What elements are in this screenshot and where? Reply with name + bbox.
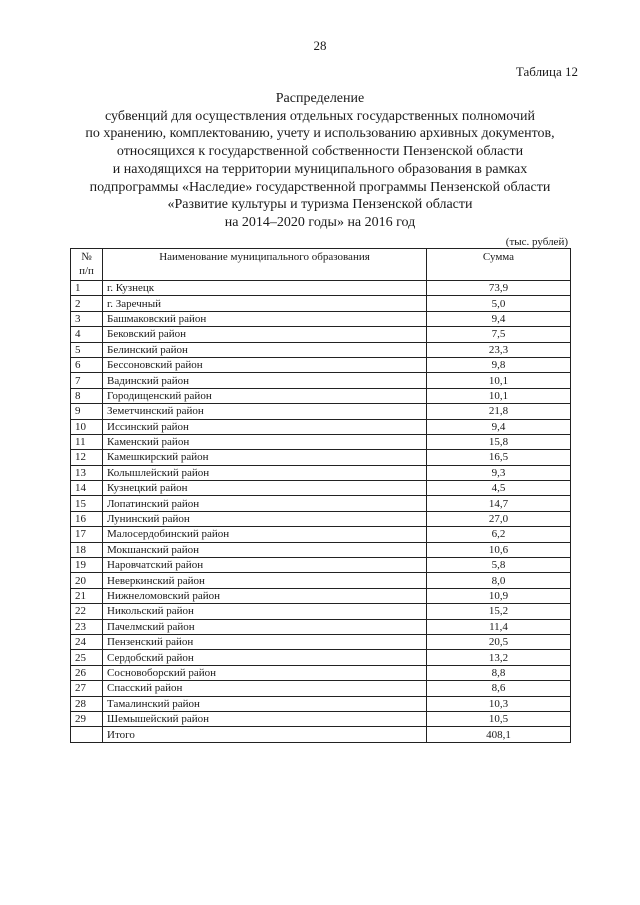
table-body <box>71 281 571 743</box>
cell-sum: 9,8 <box>427 357 571 372</box>
cell-name: Земетчинский район <box>103 404 427 419</box>
cell-sum: 16,5 <box>427 450 571 465</box>
cell-num: 15 <box>71 496 103 511</box>
cell-name: Белинский район <box>103 342 427 357</box>
cell-sum: 10,5 <box>427 711 571 726</box>
cell-sum: 73,9 <box>427 281 571 296</box>
cell-sum: 8,8 <box>427 665 571 680</box>
table-row <box>71 634 571 649</box>
cell-sum: 9,3 <box>427 465 571 480</box>
cell-num: 29 <box>71 711 103 726</box>
cell-sum: 7,5 <box>427 327 571 342</box>
table-row <box>71 342 571 357</box>
cell-sum: 8,0 <box>427 573 571 588</box>
heading-line: по хранению, комплектованию, учету и использованию архивных документов, <box>85 126 555 142</box>
document-heading <box>0 90 640 232</box>
cell-sum: 408,1 <box>427 727 571 742</box>
cell-name: Лопатинский район <box>103 496 427 511</box>
cell-name: Шемышейский район <box>103 711 427 726</box>
cell-num: 4 <box>71 327 103 342</box>
table-row <box>71 404 571 419</box>
header-num: № п/п <box>71 249 103 281</box>
cell-sum: 5,8 <box>427 558 571 573</box>
cell-name: Городищенский район <box>103 388 427 403</box>
cell-name: Спасский район <box>103 681 427 696</box>
cell-num: 7 <box>71 373 103 388</box>
cell-num: 24 <box>71 634 103 649</box>
cell-name: Малосердобинский район <box>103 527 427 542</box>
table-header-row <box>71 249 571 281</box>
cell-sum: 4,5 <box>427 481 571 496</box>
cell-sum: 5,0 <box>427 296 571 311</box>
cell-sum: 10,1 <box>427 373 571 388</box>
cell-num: 2 <box>71 296 103 311</box>
table-row <box>71 296 571 311</box>
cell-num <box>71 727 103 742</box>
cell-num: 16 <box>71 511 103 526</box>
cell-name: Башмаковский район <box>103 311 427 326</box>
cell-name: г. Заречный <box>103 296 427 311</box>
cell-num: 5 <box>71 342 103 357</box>
header-name: Наименование муниципального образования <box>103 249 427 281</box>
cell-sum: 10,1 <box>427 388 571 403</box>
cell-name: Бековский район <box>103 327 427 342</box>
heading-line: относящихся к государственной собственности Пензенской области <box>116 144 524 160</box>
page-number: 28 <box>313 38 327 53</box>
cell-name: Наровчатский район <box>103 558 427 573</box>
cell-sum: 15,8 <box>427 434 571 449</box>
cell-name: Сосновоборский район <box>103 665 427 680</box>
cell-num: 27 <box>71 681 103 696</box>
cell-name: Бессоновский район <box>103 357 427 372</box>
heading-line: Распределение <box>275 91 365 106</box>
cell-num: 13 <box>71 465 103 480</box>
table-row <box>71 496 571 511</box>
cell-num: 22 <box>71 604 103 619</box>
table-row <box>71 465 571 480</box>
cell-name: Иссинский район <box>103 419 427 434</box>
heading-line: подпрограммы «Наследие» государственной программы Пензенской области <box>89 179 551 195</box>
cell-num: 14 <box>71 481 103 496</box>
heading-line: «Развитие культуры и туризма Пензенской области <box>167 197 473 213</box>
cell-num: 3 <box>71 311 103 326</box>
cell-num: 26 <box>71 665 103 680</box>
distribution-table <box>70 248 571 743</box>
cell-num: 12 <box>71 450 103 465</box>
cell-num: 11 <box>71 434 103 449</box>
cell-num: 8 <box>71 388 103 403</box>
cell-sum: 8,6 <box>427 681 571 696</box>
cell-num: 18 <box>71 542 103 557</box>
table-row <box>71 481 571 496</box>
cell-sum: 9,4 <box>427 419 571 434</box>
cell-num: 1 <box>71 281 103 296</box>
cell-sum: 15,2 <box>427 604 571 619</box>
cell-num: 10 <box>71 419 103 434</box>
cell-sum: 27,0 <box>427 511 571 526</box>
cell-num: 6 <box>71 357 103 372</box>
cell-num: 25 <box>71 650 103 665</box>
heading-line: на 2014–2020 годы» на 2016 год <box>224 214 416 230</box>
cell-name: Колышлейский район <box>103 465 427 480</box>
table-row <box>71 450 571 465</box>
cell-num: 21 <box>71 588 103 603</box>
table-row <box>71 558 571 573</box>
table-row <box>71 619 571 634</box>
cell-sum: 14,7 <box>427 496 571 511</box>
units-label: (тыс. рублей) <box>505 236 568 248</box>
cell-name: Сердобский район <box>103 650 427 665</box>
table-row <box>71 327 571 342</box>
table-row <box>71 588 571 603</box>
table-row <box>71 357 571 372</box>
cell-sum: 10,3 <box>427 696 571 711</box>
cell-sum: 23,3 <box>427 342 571 357</box>
table-row <box>71 511 571 526</box>
cell-name: Итого <box>103 727 427 742</box>
table-row <box>71 419 571 434</box>
cell-name: Пензенский район <box>103 634 427 649</box>
cell-name: Вадинский район <box>103 373 427 388</box>
cell-sum: 11,4 <box>427 619 571 634</box>
cell-name: Никольский район <box>103 604 427 619</box>
table-label: Таблица 12 <box>515 64 578 79</box>
cell-sum: 10,9 <box>427 588 571 603</box>
cell-num: 19 <box>71 558 103 573</box>
cell-name: Нижнеломовский район <box>103 588 427 603</box>
cell-name: Кузнецкий район <box>103 481 427 496</box>
cell-sum: 6,2 <box>427 527 571 542</box>
cell-name: Тамалинский район <box>103 696 427 711</box>
cell-sum: 21,8 <box>427 404 571 419</box>
table-row <box>71 373 571 388</box>
cell-name: Неверкинский район <box>103 573 427 588</box>
table-row <box>71 665 571 680</box>
table-row <box>71 542 571 557</box>
cell-sum: 10,6 <box>427 542 571 557</box>
header-sum: Сумма <box>427 249 571 281</box>
table-row <box>71 696 571 711</box>
cell-name: Каменский район <box>103 434 427 449</box>
cell-name: Пачелмский район <box>103 619 427 634</box>
cell-num: 9 <box>71 404 103 419</box>
table-row <box>71 727 571 742</box>
cell-num: 23 <box>71 619 103 634</box>
cell-sum: 13,2 <box>427 650 571 665</box>
cell-num: 28 <box>71 696 103 711</box>
cell-name: Мокшанский район <box>103 542 427 557</box>
cell-name: г. Кузнецк <box>103 281 427 296</box>
table-row <box>71 573 571 588</box>
table-row <box>71 388 571 403</box>
table-row <box>71 311 571 326</box>
table-row <box>71 434 571 449</box>
table-row <box>71 281 571 296</box>
table-row <box>71 711 571 726</box>
table-row <box>71 650 571 665</box>
cell-num: 17 <box>71 527 103 542</box>
cell-name: Лунинский район <box>103 511 427 526</box>
heading-line: субвенций для осуществления отдельных государственных полномочий <box>105 108 535 124</box>
table-row <box>71 681 571 696</box>
heading-line: и находящихся на территории муниципального образования в рамках <box>112 161 528 177</box>
cell-name: Камешкирский район <box>103 450 427 465</box>
cell-num: 20 <box>71 573 103 588</box>
cell-sum: 20,5 <box>427 634 571 649</box>
cell-sum: 9,4 <box>427 311 571 326</box>
table-row <box>71 604 571 619</box>
table-row <box>71 527 571 542</box>
